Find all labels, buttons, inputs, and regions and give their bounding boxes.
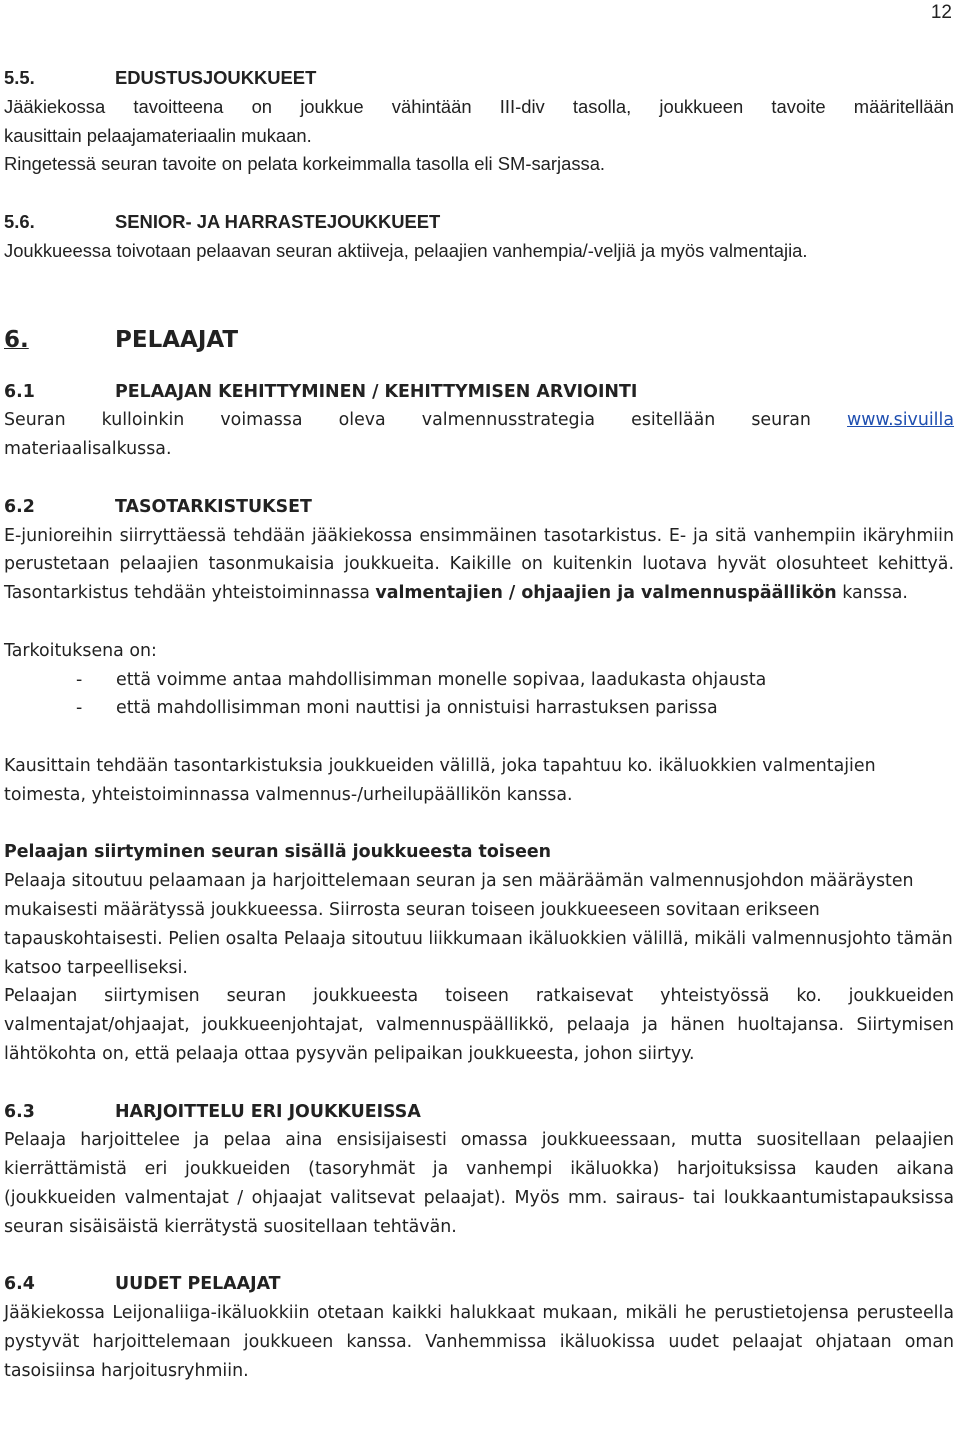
section-6-2 bbox=[4, 493, 954, 1069]
section-heading bbox=[4, 208, 954, 237]
section-heading bbox=[4, 493, 954, 522]
section-number: 5.6. bbox=[4, 210, 35, 232]
paragraph: Pelaajan siirtymisen seuran joukkueesta toiseen ratkaisevat yhteistyössä ko. joukkueiden valmentajat/ohjaajat, joukkueenjohtajat, valmennuspäällikkö, pelaaja ja hänen huoltajansa. Siirtymisen lähtökohta on, että pelaaja ottaa pysyvän pelipaikan joukkueesta, johon siirtyy. bbox=[4, 986, 954, 1064]
paragraph-line: kausittain pelaajamateriaalin mukaan. bbox=[4, 124, 312, 146]
section-title: HARJOITTELU ERI JOUKKUEISSA bbox=[115, 1101, 421, 1122]
section-5-6 bbox=[4, 208, 954, 266]
section-5-5 bbox=[4, 64, 954, 179]
purpose-list bbox=[4, 666, 954, 724]
spacer bbox=[4, 608, 954, 637]
paragraph bbox=[4, 522, 954, 608]
spacer bbox=[4, 179, 954, 208]
paragraph-text: Seuran kulloinkin voimassa oleva valmennusstrategia esitellään seuran bbox=[4, 410, 848, 431]
list-item bbox=[4, 666, 954, 695]
purpose-intro: Tarkoituksena on: bbox=[4, 640, 157, 661]
section-heading bbox=[4, 1270, 954, 1299]
paragraph-line bbox=[4, 406, 954, 435]
website-link[interactable]: www.sivuilla bbox=[847, 410, 954, 431]
spacer bbox=[4, 1241, 954, 1270]
paragraph-text: kanssa. bbox=[836, 583, 908, 604]
paragraph: Jääkiekossa Leijonaliiga-ikäluokkiin otetaan kaikki halukkaat mukaan, mikäli he perustietojensa perusteella pystyvät harjoittelemaan joukkueen kanssa. Vanhemmissa ikäluokissa uudet pelaajat ohjataan oman tasoisiinsa harjoitusryhmiin. bbox=[4, 1303, 954, 1381]
list-dash: - bbox=[76, 669, 83, 690]
section-title: EDUSTUSJOUKKUEET bbox=[115, 67, 317, 88]
spacer bbox=[4, 723, 954, 752]
section-title: SENIOR- JA HARRASTEJOUKKUEET bbox=[115, 210, 441, 232]
list-item-text: että voimme antaa mahdollisimman monelle sopivaa, laadukasta ohjausta bbox=[116, 669, 767, 690]
paragraph: Kausittain tehdään tasontarkistuksia joukkueiden välillä, joka tapahtuu ko. ikäluokkien valmentajien toimesta, yhteistoiminnassa valmennus-/urheilupäällikön kanssa. bbox=[4, 755, 876, 805]
section-title: UUDET PELAAJAT bbox=[115, 1274, 281, 1295]
section-number: 5.5. bbox=[4, 67, 35, 88]
spacer bbox=[4, 356, 954, 378]
chapter-number: 6. bbox=[4, 326, 29, 353]
paragraph-line: Ringetessä seuran tavoite on pelata korkeimmalla tasolla eli SM-sarjassa. bbox=[4, 153, 606, 175]
section-number: 6.1 bbox=[4, 381, 35, 402]
page-number: 12 bbox=[930, 2, 952, 23]
list-dash: - bbox=[76, 698, 83, 719]
section-title: TASOTARKISTUKSET bbox=[115, 496, 312, 517]
list-item-text: että mahdollisimman moni nauttisi ja onnistuisi harrastuksen parissa bbox=[116, 698, 718, 719]
paragraph: Pelaaja sitoutuu pelaamaan ja harjoittelemaan seuran ja sen määräämän valmennusjohdon määräysten mukaisesti määrätyssä joukkueessa. Siirrosta seuran toiseen joukkueeseen sovitaan erikseen tapauskohtaisesti. Pelien osalta Pelaaja sitoutuu liikkumaan ikäluokkien välillä, mikäli valmennusjohto tämän katsoo tarpeelliseksi. bbox=[4, 871, 953, 978]
paragraph: Pelaaja harjoittelee ja pelaa aina ensisijaisesti omassa joukkueessaan, mutta suositellaan pelaajien kierrättämistä eri joukkueiden (tasoryhmät ja vanhempi ikäluokka) harjoituksissa kauden aikana (joukkueiden valmentajat / ohjaajat valitsevat pelaajat). Myös mm. sairaus- tai loukkaantumistapauksissa seuran sisäisäistä kierrätystä suositellaan tehtävän. bbox=[4, 1130, 954, 1237]
spacer bbox=[4, 810, 954, 839]
section-number: 6.4 bbox=[4, 1274, 35, 1295]
paragraph-line: Joukkueessa toivotaan pelaavan seuran aktiiveja, pelaajien vanhempia/-veljiä ja myös valmentajia. bbox=[4, 239, 808, 261]
section-title: PELAAJAN KEHITTYMINEN / KEHITTYMISEN ARVIOINTI bbox=[115, 381, 638, 402]
section-6-4 bbox=[4, 1270, 954, 1385]
document-body bbox=[4, 64, 954, 1385]
spacer bbox=[4, 266, 954, 324]
section-heading bbox=[4, 1098, 954, 1127]
section-6-3 bbox=[4, 1098, 954, 1242]
paragraph-bold-text: valmentajien / ohjaajien ja valmennuspäällikön bbox=[375, 583, 837, 604]
section-number: 6.3 bbox=[4, 1101, 35, 1122]
section-heading bbox=[4, 378, 954, 407]
subheading: Pelaajan siirtyminen seuran sisällä joukkueesta toiseen bbox=[4, 842, 552, 863]
chapter-heading bbox=[4, 324, 954, 356]
paragraph-text: E-junioreihin siirryttäessä tehdään jääkiekossa ensimmäinen tasotarkistus. E- ja sitä vanhempiin ikäryhmiin perustetaan pelaajien tasonmukaisia joukkueita. Kaikille on kuitenkin luotava hyvät olosuhteet kehittyä. Tasontarkistus tehdään yhteistoiminnassa bbox=[4, 525, 954, 604]
section-heading bbox=[4, 64, 954, 93]
list-item bbox=[4, 694, 954, 723]
chapter-title: PELAAJAT bbox=[115, 326, 239, 353]
paragraph-line: materiaalisalkussa. bbox=[4, 439, 172, 460]
spacer bbox=[4, 1069, 954, 1098]
section-6-1 bbox=[4, 378, 954, 464]
spacer bbox=[4, 464, 954, 493]
paragraph-line: Jääkiekossa tavoitteena on joukkue vähintään III-div tasolla, joukkueen tavoite määritellään bbox=[4, 95, 954, 117]
section-number: 6.2 bbox=[4, 496, 35, 517]
